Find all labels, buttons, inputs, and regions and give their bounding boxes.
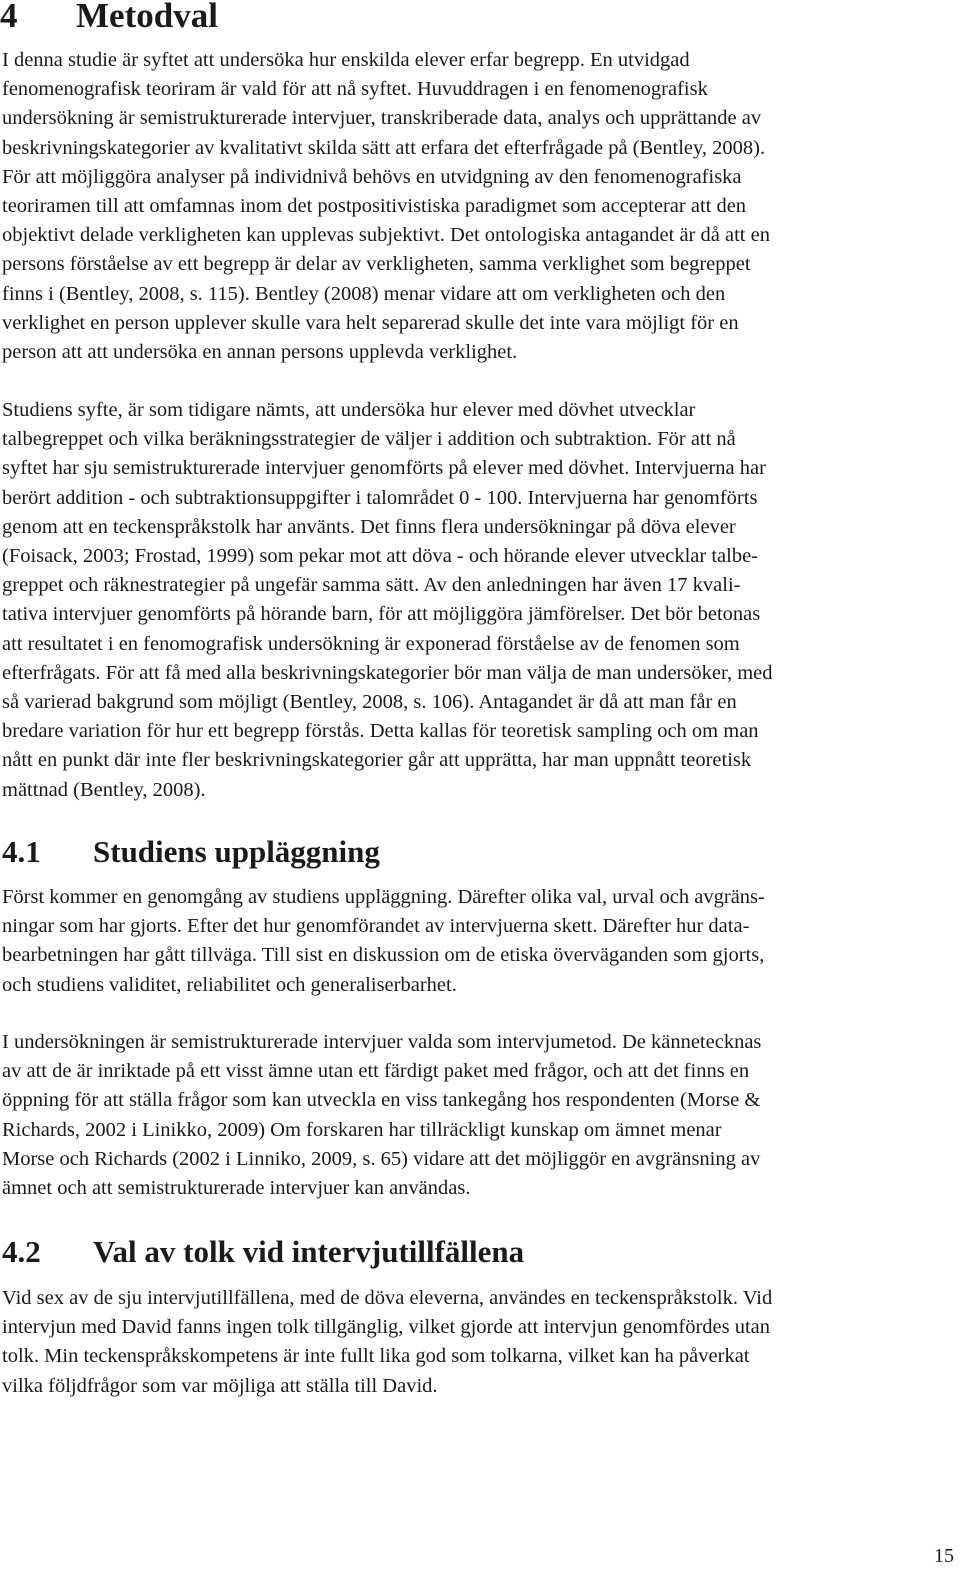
text-line: verklighet en person upplever skulle vara helt separerad skulle det inte vara möjligt för en [2, 311, 739, 334]
section-number: 4.1 [2, 834, 41, 869]
text-line: Först kommer en genomgång av studiens uppläggning. Därefter olika val, urval och avgräns- [2, 886, 765, 908]
chapter-number: 4 [0, 0, 18, 35]
text-line: så varierad bakgrund som möjligt (Bentley, 2008, s. 106). Antagandet är då att man får en [2, 691, 737, 714]
text-line: I denna studie är syftet att undersöka hur enskilda elever erfar begrepp. En utvidgad [2, 49, 690, 71]
text-line: För att möjliggöra analyser på individnivå behövs en utvidgning av den fenomenografiska [2, 165, 742, 188]
intro-paragraph-2 [2, 396, 942, 805]
section-4-2-paragraph-1 [2, 1284, 942, 1401]
text-line: öppning för att ställa frågor som kan utveckla en viss tankegång hos respondenten (Morse & [2, 1089, 761, 1112]
text-line: att resultatet i en fenomografisk undersökning är exponerad förståelse av de fenomen som [2, 632, 740, 655]
text-line: bredare variation för hur ett begrepp förstås. Detta kallas för teoretisk sampling och om man [2, 720, 759, 743]
text-line: finns i (Bentley, 2008, s. 115). Bentley (2008) menar vidare att om verkligheten och den [2, 282, 726, 305]
text-line: efterfrågats. För att få med alla beskrivningskategorier bör man välja de man undersöker, med [2, 661, 773, 684]
text-line: teoriramen till att omfamnas inom det postpositivistiska paradigmet som accepterar att den [2, 195, 747, 218]
text-line: Morse och Richards (2002 i Linniko, 2009, s. 65) vidare att det möjliggör en avgränsning av [2, 1147, 761, 1170]
text-line: beskrivningskategorier av kvalitativt skilda sätt att erfara det efterfrågade på (Bentley, 2008). [2, 136, 766, 159]
text-line: berört addition - och subtraktionsuppgifter i talområdet 0 - 100. Intervjuerna har genomförts [2, 486, 758, 509]
text-line: persons förståelse av ett begrepp är delar av verkligheten, samma verklighet som begreppet [2, 253, 751, 276]
text-line: och studiens validitet, reliabilitet och generaliserbarhet. [2, 973, 457, 996]
page-number: 15 [934, 1545, 954, 1567]
chapter-heading [0, 0, 218, 38]
text-line: nått en punkt där inte fler beskrivningskategorier går att upprätta, har man uppnått teoretisk [2, 749, 752, 772]
text-line: talbegreppet och vilka beräkningsstrategier de väljer i addition och subtraktion. För att nå [2, 428, 736, 451]
text-line: Richards, 2002 i Linikko, 2009) Om forskaren har tillräckligt kunskap om ämnet menar [2, 1118, 722, 1141]
text-line: fenomenografisk teoriram är vald för att nå syftet. Huvuddragen i en fenomenografisk [2, 78, 708, 101]
section-heading-4-2 [2, 1232, 524, 1272]
text-line: syftet har sju semistrukturerade intervjuer genomförts på elever med dövhet. Intervjuerna har [2, 457, 766, 480]
section-title: Studiens uppläggning [93, 834, 380, 869]
text-line: intervjun med David fanns ingen tolk tillgänglig, vilket gjorde att intervjun genomfördes utan [2, 1316, 771, 1339]
text-line: undersökning är semistrukturerade intervjuer, transkriberade data, analys och upprättande av [2, 107, 762, 130]
text-line: ningar som har gjorts. Efter det hur genomförandet av intervjuerna skett. Därefter hur data- [2, 915, 750, 938]
section-number: 4.2 [2, 1234, 41, 1269]
text-line: av att de är inriktade på ett visst ämne utan ett färdigt paket med frågor, och att det finns en [2, 1060, 750, 1083]
section-title: Val av tolk vid intervjutillfällena [93, 1234, 525, 1269]
text-line: I undersökningen är semistrukturerade intervjuer valda som intervjumetod. De kännetecknas [2, 1031, 762, 1053]
text-line: ämnet och att semistrukturerade intervjuer kan användas. [2, 1177, 471, 1200]
text-line: mättnad (Bentley, 2008). [2, 778, 206, 801]
section-heading-4-1 [2, 832, 380, 872]
section-4-1-paragraph-1 [2, 883, 942, 1000]
text-line: Studiens syfte, är som tidigare nämts, att undersöka hur elever med dövhet utvecklar [2, 399, 696, 421]
text-line: genom att en teckenspråkstolk har använts. Det finns flera undersökningar på döva elever [2, 515, 736, 538]
text-line: vilka följdfrågor som var möjliga att ställa till David. [2, 1374, 438, 1397]
section-4-1-paragraph-2 [2, 1028, 942, 1203]
text-line: tolk. Min teckenspråkskompetens är inte fullt lika god som tolkarna, vilket kan ha påverkat [2, 1345, 750, 1368]
text-line: bearbetningen har gått tillväga. Till sist en diskussion om de etiska överväganden som gjorts, [2, 944, 765, 967]
text-line: greppet och räknestrategier på ungefär samma sätt. Av den anledningen har även 17 kvali- [2, 574, 741, 597]
text-line: person att att undersöka en annan persons upplevda verklighet. [2, 341, 518, 364]
text-line: Vid sex av de sju intervjutillfällena, med de döva eleverna, användes en teckenspråkstolk. Vid [2, 1287, 773, 1309]
chapter-title: Metodval [76, 0, 218, 35]
text-line: objektivt delade verkligheten kan upplevas subjektivt. Det ontologiska antagandet är då att en [2, 224, 770, 247]
intro-paragraph-1 [2, 46, 942, 367]
text-line: (Foisack, 2003; Frostad, 1999) som pekar mot att döva - och hörande elever utvecklar talbe- [2, 545, 758, 568]
text-line: tativa intervjuer genomförts på hörande barn, för att möjliggöra jämförelser. Det bör betonas [2, 603, 761, 626]
